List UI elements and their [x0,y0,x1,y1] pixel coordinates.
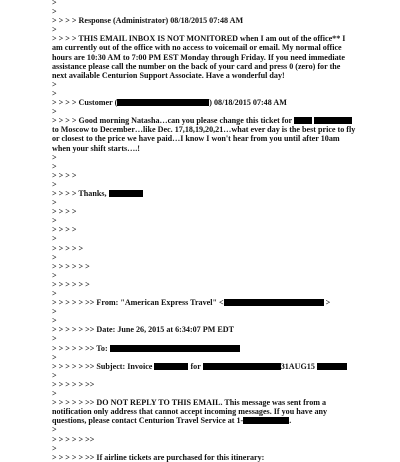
text-line: > [52,307,57,317]
text-line: > [52,443,57,453]
subject-for: for [190,361,201,371]
text-line: > [52,425,57,435]
text-line: > > > > > >> [52,379,95,389]
text-line: > [52,0,57,7]
redaction-bar [224,299,324,306]
response-body-line: > > > > THIS EMAIL INBOX IS NOT MONITORED when I am out of the office** I [52,34,346,44]
text-line: > [52,161,57,171]
notice-line: notification only address that cannot accept incoming messages. If you have any [52,407,328,417]
notice-line: > > > > > >> DO NOT REPLY TO THIS EMAIL. This message was sent from a [52,398,327,408]
text-line: > [52,88,57,98]
redaction-bar [294,117,312,124]
notice-contact-line [52,416,352,425]
thanks-text: > > > > Thanks, [52,188,107,198]
text-line: > [52,352,57,362]
customer-header-prefix: > > > > Customer ( [52,98,118,108]
text-line: > [52,270,57,280]
redaction-bar [317,363,347,370]
text-line: > [52,389,57,399]
from-text: > > > > > >> From: "American Express Travel" < [52,298,224,308]
text-line: > [52,107,57,117]
response-body-line: hours are 10:30 AM to 7:00 PM EST Monday through Friday. If you need immediate [52,52,345,62]
customer-header-suffix: ) 08/18/2015 07:48 AM [209,98,287,108]
text-line: > [52,179,57,189]
text-line: > [52,7,57,17]
redaction-bar [243,416,292,426]
to-text: > > > > > >> To: [52,343,108,353]
itinerary-line: > > > > > >> If airline tickets are purchased for this itinerary: [52,452,265,462]
subject-line [52,362,352,371]
redaction-bar [109,190,143,197]
notice-contact-period: . [289,416,292,426]
text-line: > > > > [52,170,77,180]
response-body-line: assistance please call the number on the back of your card and press 0 (zero) for the [52,61,341,71]
text-line: > [52,79,57,89]
from-line: > > > > > >> From: "American Express Travel" < > [52,298,331,308]
thanks-line [52,189,352,198]
redaction-bar [110,345,240,352]
customer-body-line: to Moscow to December…like Dec. 17,18,19,20,21…what ever day is the best price to fly [52,125,356,135]
text-line: > [52,370,57,380]
text-line: > > > > > > [52,279,90,289]
redaction-bar [314,117,352,124]
redaction-bar [154,363,188,370]
text-line: > [52,216,57,226]
date-line: > > > > > >> Date: June 26, 2015 at 6:34:07 PM EDT [52,325,235,335]
response-header-line: > > > > Response (Administrator) 08/18/2015 07:48 AM [52,16,244,26]
customer-body-line: when your shift starts….! [52,143,140,153]
text-line: > > > > > > [52,261,90,271]
redaction-bar [203,363,281,370]
redaction-bar [117,99,209,106]
text-line: > > > > [52,225,77,235]
to-line [52,344,352,353]
customer-body-text: > > > > Good morning Natasha…can you please change this ticket for [52,116,292,126]
subject-date: 31AUG15 [280,361,315,371]
notice-contact-text: questions, please contact Centurion Travel Service at 1- [52,416,244,426]
text-line: > [52,234,57,244]
response-body-line: next available Centurion Support Associate. Have a wonderful day! [52,70,285,80]
text-line: > [52,316,57,326]
text-line: > [52,289,57,298]
text-line: > [52,252,57,262]
text-line: > [52,152,57,162]
text-line: > [52,25,57,35]
text-line: > > > > > [52,243,84,253]
customer-body-line: or closest to the price we have paid…I know I won't hear from you until after 10am [52,134,340,144]
response-body-line: am currently out of the office with no access to voicemail or email. My normal office [52,43,342,53]
subject-text: > > > > > >> Subject: Invoice [52,361,153,371]
text-line: > [52,334,57,344]
text-line: > [52,198,57,208]
text-line: > > > > [52,207,77,217]
text-line: > > > > > >> [52,434,95,444]
customer-header-line [52,98,352,107]
customer-body-line [52,116,352,125]
email-thread [52,0,356,462]
